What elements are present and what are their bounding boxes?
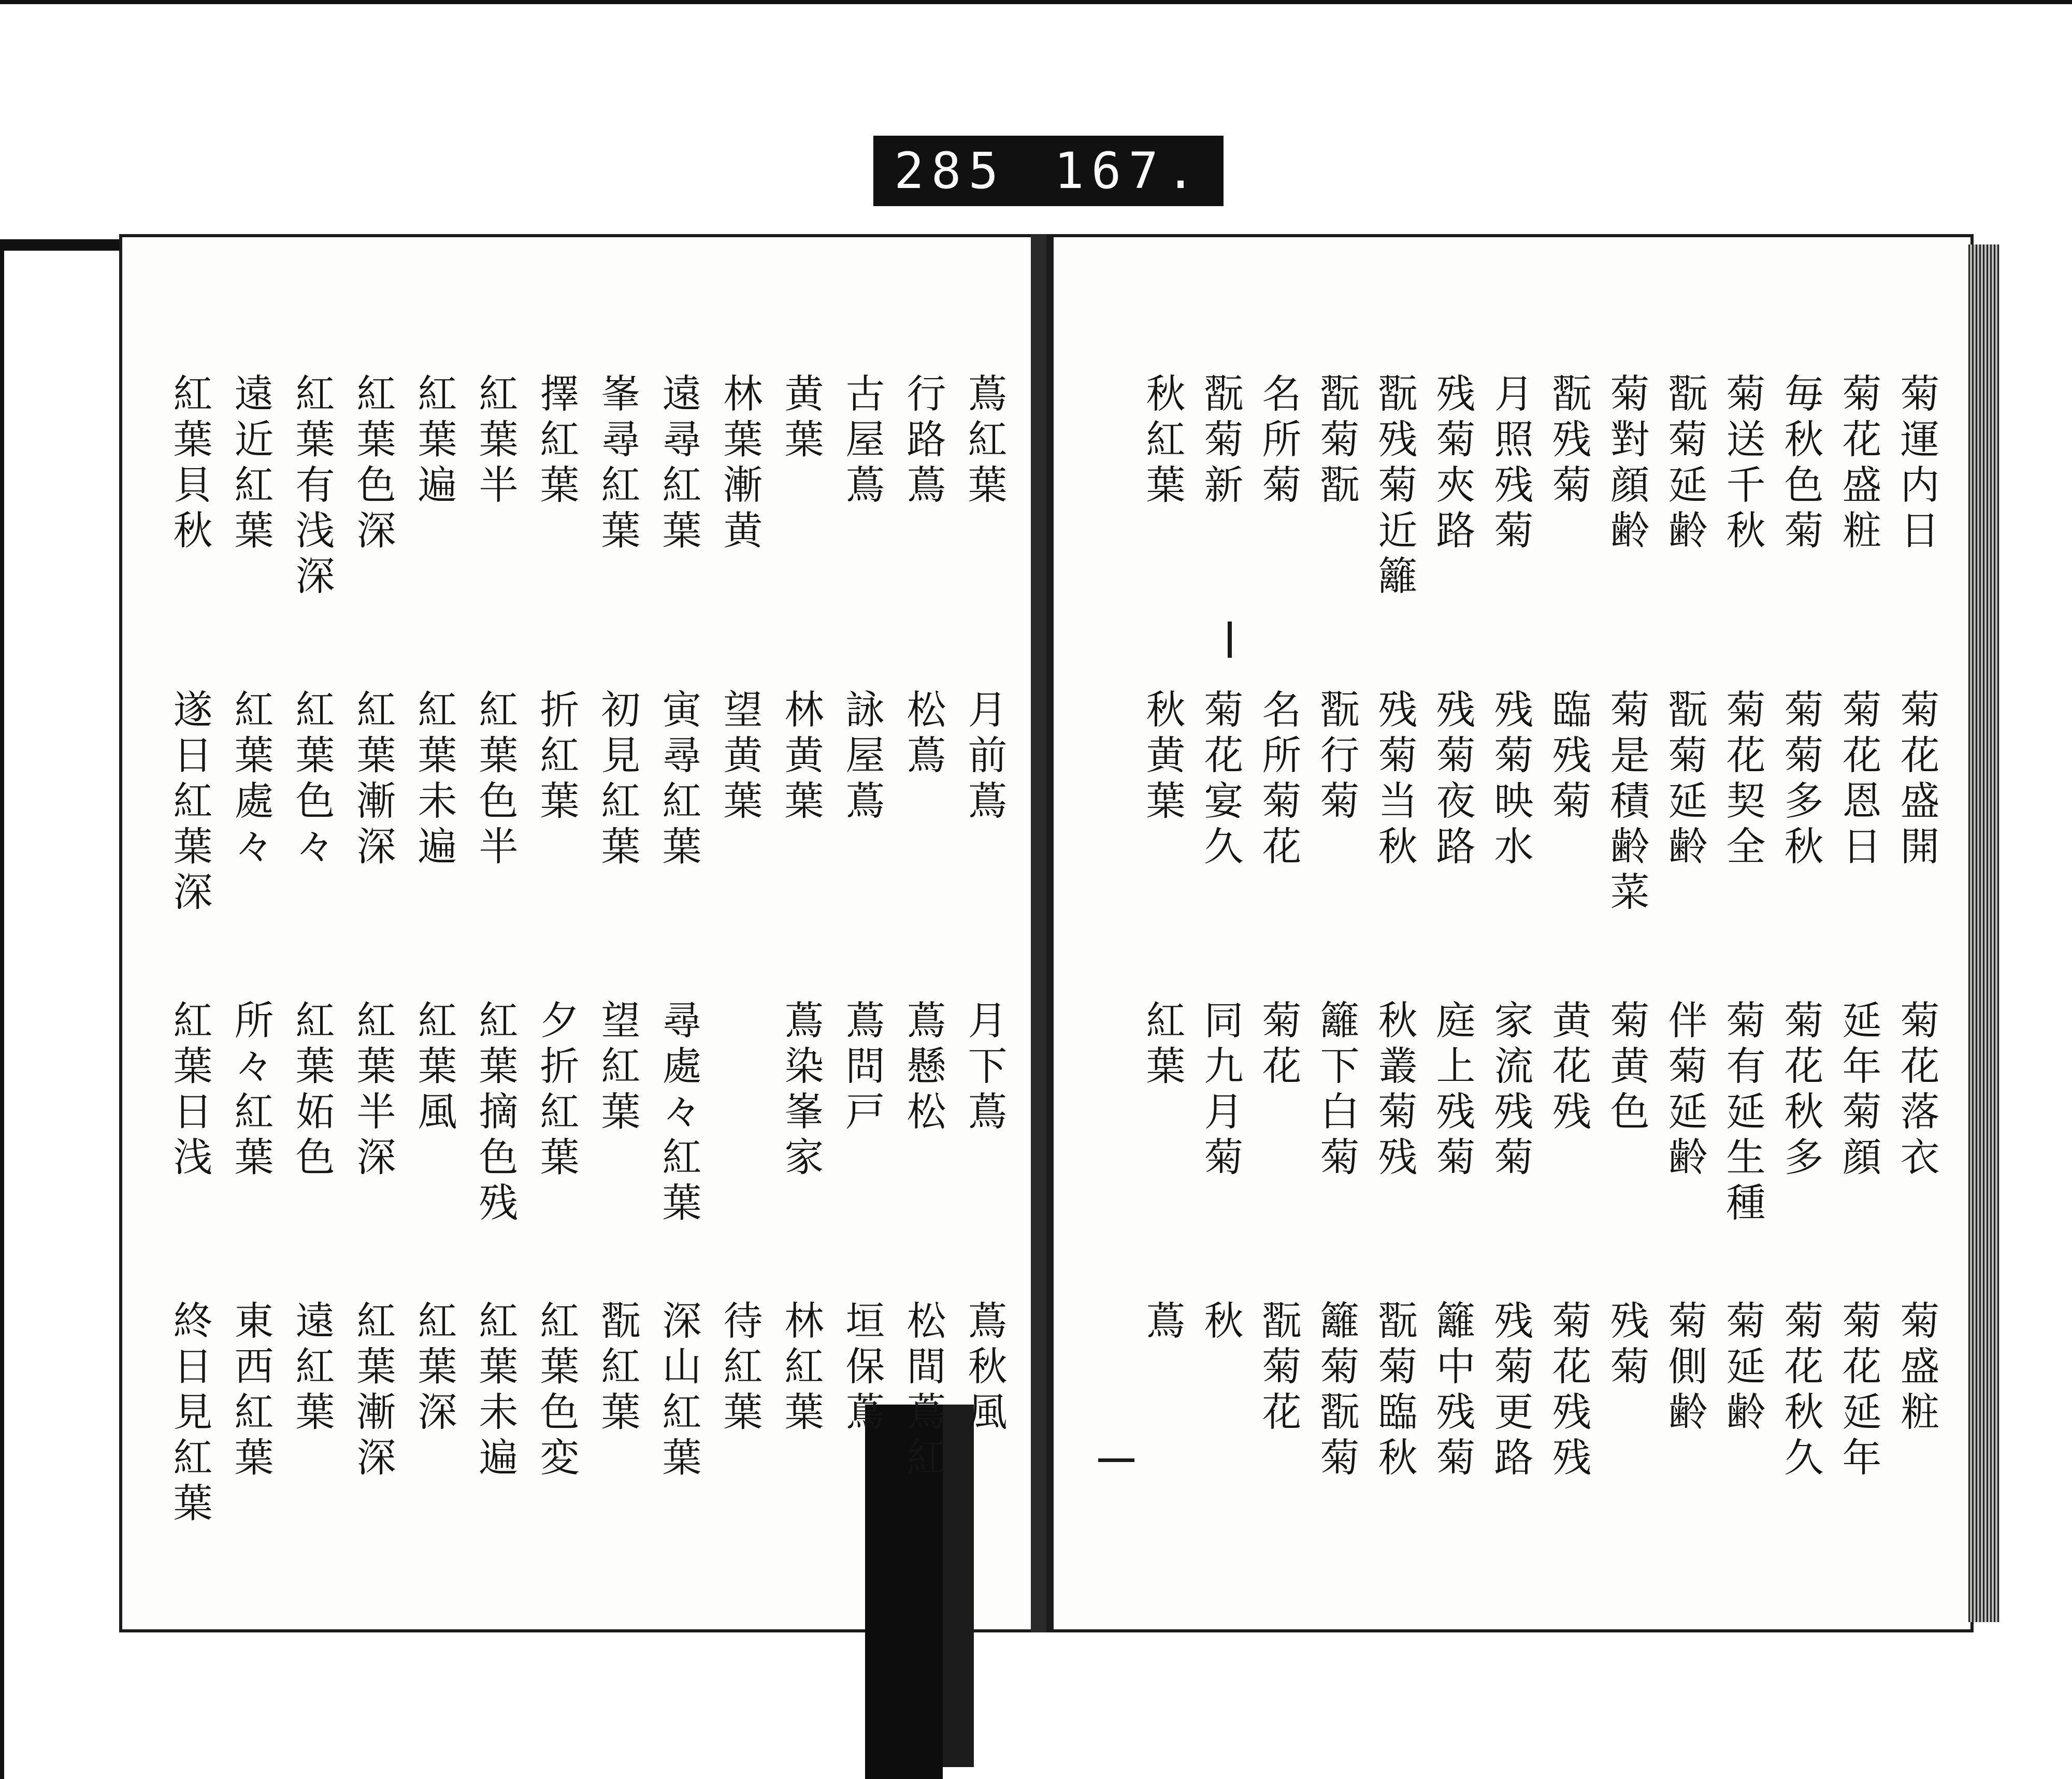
poem-topic: 紅葉色深 — [350, 373, 396, 555]
poem-topic: 東西紅葉 — [228, 1300, 274, 1482]
poem-topic: 紅葉日浅 — [167, 1000, 213, 1182]
poem-topic: 秋叢菊残 — [1372, 1000, 1418, 1182]
poem-topic: 残菊 — [1604, 1300, 1650, 1391]
poem-topic: 伴菊延齢 — [1662, 1000, 1708, 1182]
poem-topic: 紅葉遍 — [411, 373, 457, 510]
poem-topic: 擇紅葉 — [534, 373, 580, 510]
poem-topic: 延年菊顔 — [1836, 1000, 1882, 1182]
poem-topic: 翫紅葉 — [595, 1300, 641, 1437]
poem-topic: 菊黄色 — [1604, 1000, 1650, 1136]
poem-topic: 残菊映水 — [1488, 689, 1534, 871]
poem-topic: 菊花残残 — [1546, 1300, 1592, 1482]
poem-topic: 寅尋紅葉 — [656, 689, 702, 871]
poem-topic: 名所菊 — [1256, 373, 1302, 510]
poem-topic: 菊菊多秋 — [1778, 689, 1824, 871]
poem-topic: 菊花落衣 — [1894, 1000, 1940, 1182]
poem-topic: 翫行菊 — [1314, 689, 1360, 826]
poem-topic: 望紅葉 — [595, 1000, 641, 1136]
poem-topic: 籬菊翫菊 — [1314, 1300, 1360, 1482]
poem-topic: 菊送千秋 — [1720, 373, 1766, 555]
poem-topic: 翫菊新 — [1198, 373, 1244, 510]
poem-topic: 蔦問戸 — [839, 1000, 885, 1136]
poem-topic: 黄葉 — [778, 373, 824, 464]
folio-number: 167. — [1054, 142, 1203, 200]
poem-topic: 待紅葉 — [717, 1300, 763, 1437]
poem-topic: 菊運内日 — [1894, 373, 1940, 555]
poem-topic: 秋紅葉 — [1140, 373, 1186, 510]
poem-topic: 菊花盛開 — [1894, 689, 1940, 871]
poem-topic: 紅葉漸深 — [350, 689, 396, 871]
poem-topic: 籬中残菊 — [1430, 1300, 1476, 1482]
page-edges — [1968, 244, 1999, 1622]
poem-topic: 翫菊延齢 — [1662, 689, 1708, 871]
poem-topic: 古屋蔦 — [839, 373, 885, 510]
poem-topic: 遂日紅葉深 — [167, 689, 213, 917]
poem-topic: 菊延齢 — [1720, 1300, 1766, 1437]
poem-topic: 菊花契全 — [1720, 689, 1766, 871]
poem-topic: 林葉漸黄 — [717, 373, 763, 555]
poem-topic: 家流残菊 — [1488, 1000, 1534, 1182]
poem-topic: 菊有延生種 — [1720, 1000, 1766, 1227]
poem-topic: 遠尋紅葉 — [656, 373, 702, 555]
poem-topic: 蔦秋風 — [961, 1300, 1008, 1437]
poem-topic: 初見紅葉 — [595, 689, 641, 871]
poem-topic: 残菊夾路 — [1430, 373, 1476, 555]
ink-mark — [1098, 1458, 1134, 1462]
poem-topic: 紅葉處々 — [228, 689, 274, 871]
poem-topic: 尋處々紅葉 — [656, 1000, 702, 1227]
poem-topic: 黄花残 — [1546, 1000, 1592, 1136]
poem-topic: 残菊更路 — [1488, 1300, 1534, 1482]
poem-topic: 菊花 — [1256, 1000, 1302, 1091]
poem-topic: 菊花秋多 — [1778, 1000, 1824, 1182]
poem-topic: 臨残菊 — [1546, 689, 1592, 826]
poem-topic: 松蔦 — [900, 689, 946, 780]
poem-topic: 夕折紅葉 — [534, 1000, 580, 1182]
poem-topic: 垣保蔦 — [839, 1300, 885, 1437]
poem-topic: 秋 — [1198, 1300, 1244, 1346]
poem-topic: 峯尋紅葉 — [595, 373, 641, 555]
poem-topic: 名所菊花 — [1256, 689, 1302, 871]
poem-topic: 遠近紅葉 — [228, 373, 274, 555]
poem-topic: 林黄葉 — [778, 689, 824, 826]
poem-topic: 菊對顔齢 — [1604, 373, 1650, 555]
poem-topic: 菊花宴久 — [1198, 689, 1244, 871]
poem-topic: 遠紅葉 — [289, 1300, 335, 1437]
poem-topic: 籬下白菊 — [1314, 1000, 1360, 1182]
ink-mark — [1228, 621, 1232, 658]
poem-topic: 翫菊翫 — [1314, 373, 1360, 510]
poem-topic: 翫残菊近籬 — [1372, 373, 1418, 601]
poem-topic: 紅葉深 — [411, 1300, 457, 1437]
poem-topic: 紅葉半 — [472, 373, 519, 510]
poem-topic: 紅葉摘色残 — [472, 1000, 519, 1227]
poem-topic: 秋黄葉 — [1140, 689, 1186, 826]
poem-topic: 紅葉風 — [411, 1000, 457, 1136]
poem-topic: 所々紅葉 — [228, 1000, 274, 1182]
poem-topic: 菊花盛粧 — [1836, 373, 1882, 555]
poem-topic: 毎秋色菊 — [1778, 373, 1824, 555]
poem-topic: 紅葉 — [1140, 1000, 1186, 1091]
poem-topic: 紅葉半深 — [350, 1000, 396, 1182]
poem-topic: 菊盛粧 — [1894, 1300, 1940, 1437]
archive-number-label — [873, 136, 1224, 206]
poem-topic: 翫残菊 — [1546, 373, 1592, 510]
poem-topic: 残菊夜路 — [1430, 689, 1476, 871]
poem-topic: 詠屋蔦 — [839, 689, 885, 826]
scan-edge-bar — [0, 239, 120, 251]
poem-topic: 蔦紅葉 — [961, 373, 1008, 510]
scan-frame-rule — [0, 0, 2072, 4]
poem-topic: 菊側齢 — [1662, 1300, 1708, 1437]
poem-topic: 残菊当秋 — [1372, 689, 1418, 871]
poem-topic: 紅葉色変 — [534, 1300, 580, 1482]
poem-topic: 菊是積齢菜 — [1604, 689, 1650, 917]
poem-topic: 紅葉貝秋 — [167, 373, 213, 555]
poem-topic: 深山紅葉 — [656, 1300, 702, 1482]
scan-edge-strip — [0, 251, 4, 1779]
poem-topic: 月前蔦 — [961, 689, 1008, 826]
poem-topic: 紅葉漸深 — [350, 1300, 396, 1482]
poem-topic: 行路蔦 — [900, 373, 946, 510]
poem-topic: 折紅葉 — [534, 689, 580, 826]
poem-topic: 紅葉有浅深 — [289, 373, 335, 601]
poem-topic: 庭上残菊 — [1430, 1000, 1476, 1182]
catalog-number: 285 — [894, 142, 1006, 200]
poem-topic: 終日見紅葉 — [167, 1300, 213, 1528]
poem-topic: 蔦懸松 — [900, 1000, 946, 1136]
poem-topic: 月下蔦 — [961, 1000, 1008, 1136]
poem-topic: 紅葉妬色 — [289, 1000, 335, 1182]
poem-topic: 菊花延年 — [1836, 1300, 1882, 1482]
poem-topic: 松間蔦紅 — [900, 1300, 946, 1482]
poem-topic: 紅葉色々 — [289, 689, 335, 871]
poem-topic: 紅葉未遍 — [411, 689, 457, 871]
poem-topic: 蔦 — [1140, 1300, 1186, 1346]
poem-topic: 紅葉色半 — [472, 689, 519, 871]
poem-topic: 菊花秋久 — [1778, 1300, 1824, 1482]
poem-topic: 菊花恩日 — [1836, 689, 1882, 871]
poem-topic: 紅葉未遍 — [472, 1300, 519, 1482]
poem-topic: 翫菊花 — [1256, 1300, 1302, 1437]
poem-topic: 望黄葉 — [717, 689, 763, 826]
poem-topic: 同九月菊 — [1198, 1000, 1244, 1182]
poem-topic: 翫菊延齢 — [1662, 373, 1708, 555]
poem-topic: 月照残菊 — [1488, 373, 1534, 555]
poem-topic: 蔦染峯家 — [778, 1000, 824, 1182]
poem-topic: 林紅葉 — [778, 1300, 824, 1437]
poem-topic: 翫菊臨秋 — [1372, 1300, 1418, 1482]
